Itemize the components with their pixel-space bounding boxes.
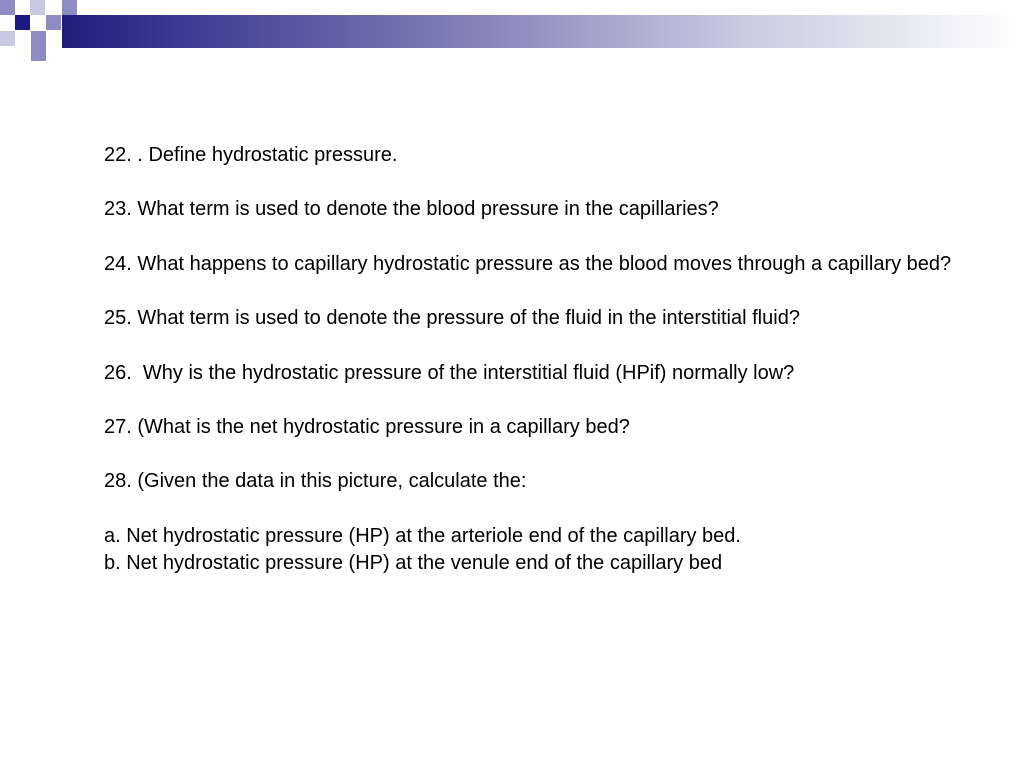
header-square — [15, 15, 30, 30]
question-23: 23. What term is used to denote the blood pressure in the capillaries? — [104, 198, 719, 221]
header-square — [46, 15, 61, 30]
slide-header-decoration — [0, 0, 1024, 64]
question-25: 25. What term is used to denote the pressure of the fluid in the interstitial fluid? — [104, 307, 800, 330]
header-square — [30, 0, 45, 15]
question-27: 27. (What is the net hydrostatic pressure in a capillary bed? — [104, 415, 630, 438]
question-28a: a. Net hydrostatic pressure (HP) at the arteriole end of the capillary bed. — [104, 524, 741, 547]
header-square — [0, 0, 15, 15]
slide-content — [104, 142, 1024, 577]
question-28: 28. (Given the data in this picture, calculate the: — [104, 470, 527, 493]
header-square — [31, 46, 46, 61]
question-24: 24. What happens to capillary hydrostatic pressure as the blood moves through a capillary bed? — [104, 252, 952, 275]
header-square — [62, 0, 77, 15]
header-square — [0, 31, 15, 46]
question-26: 26. Why is the hydrostatic pressure of the interstitial fluid (HPif) normally low? — [104, 361, 795, 384]
header-square — [31, 31, 46, 46]
header-gradient-bar — [62, 15, 1024, 48]
question-28b: b. Net hydrostatic pressure (HP) at the venule end of the capillary bed — [104, 551, 723, 574]
question-22: 22. . Define hydrostatic pressure. — [104, 144, 398, 166]
